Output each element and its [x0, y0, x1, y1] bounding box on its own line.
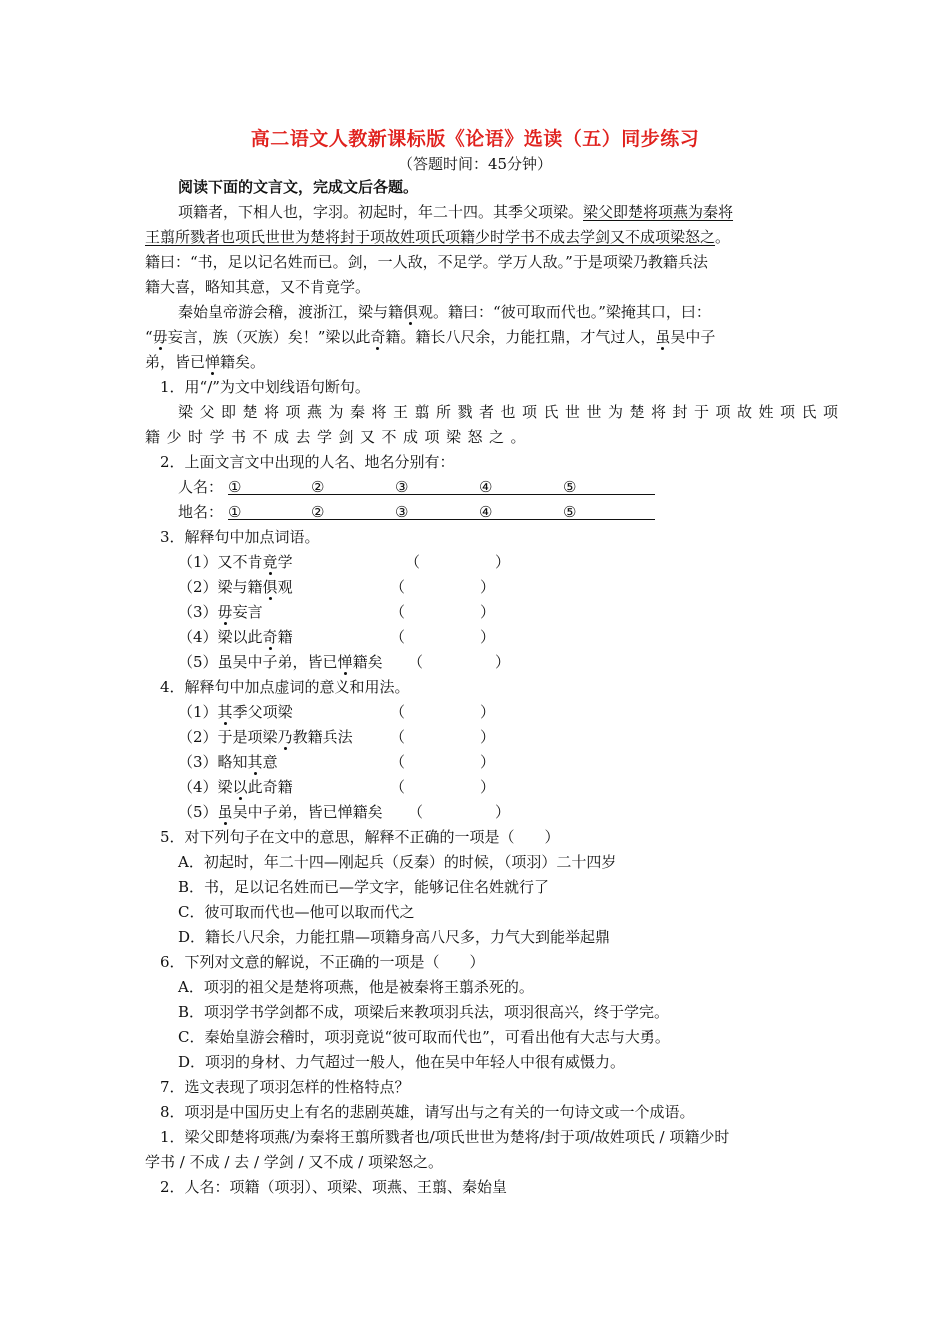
answer-2: 2．人名：项籍（项羽）、项梁、项燕、王翦、秦始皇 [160, 1178, 508, 1196]
q5-option-c: C．彼可取而代也—他可以取而代之 [178, 903, 415, 921]
passage-line-6 [145, 326, 715, 348]
q3-item-1 [178, 551, 293, 573]
passage-line-3: 籍曰：“书，足以记名姓而已。剑，一人敌，不足学。学万人敌。”于是项梁乃教籍兵法 [145, 253, 708, 271]
passage-line-5 [178, 301, 711, 323]
item-text: 观 [277, 578, 293, 596]
q4-answer-close-5: ） [495, 803, 511, 821]
q3-item-5 [178, 651, 383, 673]
passage-text: 弟，皆已 [145, 353, 206, 371]
q3-answer-open-2: （ [390, 578, 406, 596]
passage-text: “ [145, 328, 153, 346]
q4-answer-open-1: （ [390, 703, 406, 721]
places-mark-2: ② [311, 503, 325, 521]
dotted-word: 竟 [262, 553, 278, 571]
q3-item-2 [178, 576, 293, 598]
item-text: 籍 [277, 628, 293, 646]
people-mark-4: ④ [479, 478, 493, 496]
item-text: （2）于是项梁 [178, 728, 278, 746]
item-text: 学 [277, 553, 293, 571]
question-1-text-line-2: 籍少时学书不成去学剑又不成项梁怒之。 [145, 428, 533, 446]
places-mark-1: ① [228, 503, 242, 521]
answer-1-line-1: 1．梁父即楚将项燕/为秦将王翦所戮者也/项氏世世为楚将/封于项/故姓项氏 / 项籍少时 [160, 1128, 730, 1146]
places-mark-5: ⑤ [563, 503, 577, 521]
q4-item-3 [178, 751, 278, 773]
question-1-prompt: 1．用“/”为文中划线语句断句。 [160, 378, 370, 396]
q3-answer-open-4: （ [390, 628, 406, 646]
q4-item-5 [178, 801, 383, 823]
q6-option-c: C．秦始皇游会稽时，项羽竟说“彼可取而代也”，可看出他有大志与大勇。 [178, 1028, 670, 1046]
passage-text: 吴中子 [670, 328, 716, 346]
people-label: 人名： [178, 478, 224, 496]
passage-text: 妄言，族（灭族）矣！”梁以此 [167, 328, 371, 346]
question-3-prompt: 3．解释句中加点词语。 [160, 528, 320, 546]
question-7-prompt: 7．选文表现了项羽怎样的性格特点？ [160, 1078, 410, 1096]
q4-answer-open-5: （ [408, 803, 424, 821]
question-1-text-line-1: 梁父即楚将项燕为秦将王翦所戮者也项氏世世为楚将封于项故姓项氏项 [178, 403, 845, 421]
people-mark-2: ② [311, 478, 325, 496]
places-mark-4: ④ [479, 503, 493, 521]
question-8-prompt: 8．项羽是中国历史上有名的悲剧英雄，请写出与之有关的一句诗文或一个成语。 [160, 1103, 695, 1121]
q3-item-3 [178, 601, 263, 623]
q4-answer-close-3: ） [480, 753, 496, 771]
dotted-word: 奇 [262, 628, 278, 646]
q3-answer-close-4: ） [480, 628, 496, 646]
places-mark-3: ③ [395, 503, 409, 521]
dotted-word: 毋 [152, 328, 168, 346]
item-text: 籍矣 [352, 653, 383, 671]
item-text: （1）又不肯 [178, 553, 263, 571]
question-4-prompt: 4．解释句中加点虚词的意义和用法。 [160, 678, 410, 696]
q3-answer-open-3: （ [390, 603, 406, 621]
people-mark-3: ③ [395, 478, 409, 496]
underlined-sentence: 王翦所戮者也项氏世世为楚将封于项故姓项氏项籍少时学书不成去学剑又不成项梁怒之 [145, 228, 716, 246]
q5-option-b: B．书，足以记名姓而已—学文字，能够记住名姓就行了 [178, 878, 550, 896]
q3-answer-close-5: ） [495, 653, 511, 671]
item-text: 吴中子弟，皆已惮籍矣 [232, 803, 383, 821]
passage-line-7 [145, 351, 265, 373]
q4-item-4 [178, 776, 293, 798]
answer-1-line-2: 学书 / 不成 / 去 / 学剑 / 又不成 / 项梁怒之。 [145, 1153, 443, 1171]
passage-text: 观。籍曰：“彼可取而代也。”梁掩其口，曰： [418, 303, 711, 321]
dotted-word: 奇 [370, 328, 386, 346]
places-label: 地名： [178, 503, 224, 521]
page-subtitle: （答题时间：45分钟） [397, 155, 553, 173]
passage-line-4: 籍大喜，略知其意，又不肯竟学。 [145, 278, 371, 296]
passage-line-2 [145, 226, 730, 248]
page-title: 高二语文人教新课标版《论语》选读（五）同步练习 [250, 128, 700, 150]
underlined-sentence: 梁父即楚将项燕为秦将 [583, 203, 734, 221]
q4-answer-close-1: ） [480, 703, 496, 721]
people-mark-1: ① [228, 478, 242, 496]
item-text: （4）梁 [178, 778, 233, 796]
passage-text: 籍矣。 [220, 353, 266, 371]
q4-item-1 [178, 701, 293, 723]
q3-item-4 [178, 626, 293, 648]
item-text: （2）梁与籍 [178, 578, 263, 596]
passage-text: 项籍者，下相人也，字羽。初起时，年二十四。其季父项梁。 [178, 203, 584, 221]
q6-option-b: B．项羽学书学剑都不成，项梁后来教项羽兵法，项羽很高兴，终于学完。 [178, 1003, 670, 1021]
passage-text: 秦始皇帝游会稽，渡浙江，梁与籍 [178, 303, 404, 321]
q4-answer-close-4: ） [480, 778, 496, 796]
q3-answer-close-3: ） [480, 603, 496, 621]
item-text: 此奇籍 [247, 778, 293, 796]
people-answer-line[interactable] [228, 494, 655, 495]
item-text: （4）梁以此 [178, 628, 263, 646]
item-text: 教籍兵法 [292, 728, 353, 746]
people-mark-5: ⑤ [563, 478, 577, 496]
item-text: 意 [262, 753, 278, 771]
dotted-word: 俱 [262, 578, 278, 596]
question-5-prompt: 5．对下列句子在文中的意思，解释不正确的一项是（ ） [160, 828, 560, 846]
q4-answer-close-2: ） [480, 728, 496, 746]
passage-text: 。 [715, 228, 731, 246]
item-text: （3）略知 [178, 753, 248, 771]
passage-instruction: 阅读下面的文言文，完成文后各题。 [178, 178, 419, 196]
dotted-word: 乃 [277, 728, 293, 746]
question-2-prompt: 2．上面文言文中出现的人名、地名分别有： [160, 453, 455, 471]
q4-answer-open-4: （ [390, 778, 406, 796]
item-text: 妄言 [232, 603, 263, 621]
item-text: （3） [178, 603, 218, 621]
item-text: （5） [178, 803, 218, 821]
places-answer-line[interactable] [228, 519, 655, 520]
q3-answer-open-1: （ [405, 553, 421, 571]
dotted-word: 其 [217, 703, 233, 721]
q3-answer-open-5: （ [408, 653, 424, 671]
q5-option-a: A．初起时，年二十四—刚起兵（反秦）的时候，（项羽）二十四岁 [178, 853, 617, 871]
item-text: （1） [178, 703, 218, 721]
q3-answer-close-1: ） [495, 553, 511, 571]
q4-item-2 [178, 726, 353, 748]
q6-option-a: A．项羽的祖父是楚将项燕，他是被秦将王翦杀死的。 [178, 978, 534, 996]
q4-answer-open-2: （ [390, 728, 406, 746]
dotted-word: 俱 [403, 303, 419, 321]
q6-option-d: D．项羽的身材、力气超过一般人，他在吴中年轻人中很有威慑力。 [178, 1053, 626, 1071]
dotted-word: 毋 [217, 603, 233, 621]
dotted-word: 虽 [217, 803, 233, 821]
dotted-word: 其 [247, 753, 263, 771]
passage-line-1 [178, 201, 733, 223]
q4-answer-open-3: （ [390, 753, 406, 771]
item-text: （5）虽吴中子弟，皆已 [178, 653, 338, 671]
dotted-word: 虽 [655, 328, 671, 346]
dotted-word: 惮 [205, 353, 221, 371]
q3-answer-close-2: ） [480, 578, 496, 596]
q5-option-d: D．籍长八尺余，力能扛鼎—项籍身高八尺多，力气大到能举起鼎 [178, 928, 611, 946]
dotted-word: 以 [232, 778, 248, 796]
dotted-word: 惮 [337, 653, 353, 671]
item-text: 季父项梁 [232, 703, 293, 721]
passage-text: 籍。籍长八尺余，力能扛鼎，才气过人， [385, 328, 656, 346]
question-6-prompt: 6．下列对文意的解说，不正确的一项是（ ） [160, 953, 485, 971]
